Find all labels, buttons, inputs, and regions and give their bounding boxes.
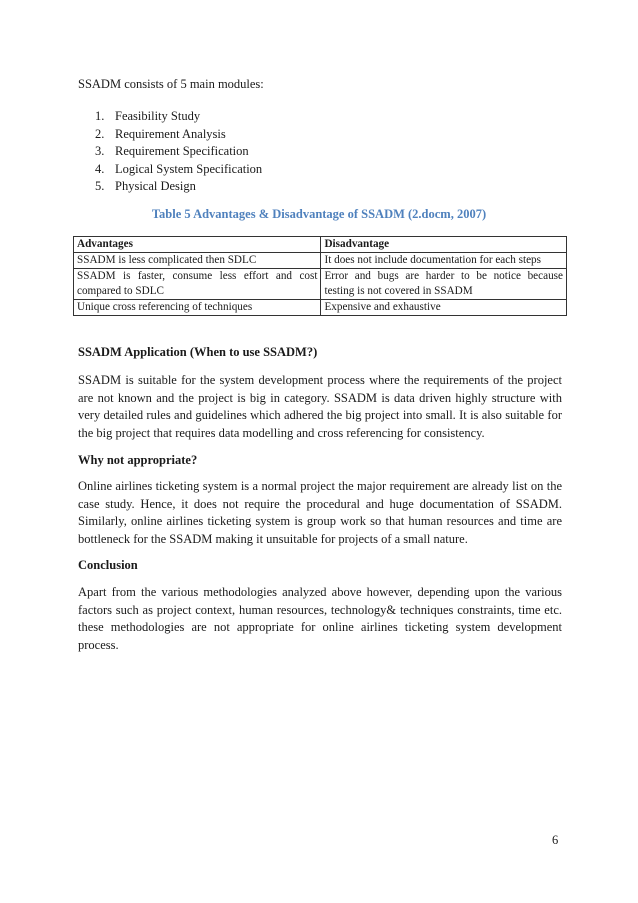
list-label: Physical Design [115,179,196,193]
list-number: 4. [95,161,105,176]
table-row [74,269,567,300]
table-cell: Expensive and exhaustive [321,300,567,316]
list-item [95,126,262,144]
list-number: 2. [95,126,105,141]
section-heading-application: SSADM Application (When to use SSADM?) [78,345,318,359]
list-number: 3. [95,144,105,158]
advantages-table [73,236,567,316]
table-cell: SSADM is faster, consume less effort and cost compared to SDLC [74,269,321,300]
list-item [95,143,262,161]
header-advantages: Advantages [74,237,321,253]
list-label: Requirement Specification [115,144,249,158]
list-label: Feasibility Study [115,109,201,123]
section-body-application: SSADM is suitable for the system development process where the requirements of the project are not known and the project is big in category. SSADM is data driven highly structure with very detailed rules and guidelines which adhered the big project into small. It is also suitable for the big project that requires data modelling and cross referencing for consistency. [78,373,562,440]
list-number: 5. [95,179,105,193]
list-label: Requirement Analysis [115,126,226,141]
table-cell: It does not include documentation for each steps [321,253,567,269]
list-number: 1. [95,109,105,123]
table-row [74,300,567,316]
section-body-conclusion: Apart from the various methodologies analyzed above however, depending upon the various factors such as project context, human resources, technology& techniques constraints, time etc. these methodologies are not appropriate for online airlines ticketing system development process. [78,585,562,652]
table-cell: Unique cross referencing of techniques [74,300,321,316]
list-item [95,161,262,179]
section-heading-conclusion: Conclusion [78,558,138,572]
section-heading-why-not: Why not appropriate? [78,453,198,467]
list-label: Logical System Specification [115,161,263,176]
table-caption: Table 5 Advantages & Disadvantage of SSADM (2.docm, 2007) [151,207,487,221]
intro-text: SSADM consists of 5 main modules: [78,77,264,91]
page-number: 6 [552,833,559,847]
section-body-why-not: Online airlines ticketing system is a normal project the major requirement are already list on the case study. Hence, it does not require the procedural and huge documentation of SSADM. Similarly, online airlines ticketing system is group work so that human resources and time are bottleneck for the SSADM making it unsuitable for projects of a small nature. [78,479,562,546]
table-row [74,253,567,269]
table-cell: Error and bugs are harder to be notice because testing is not covered in SSADM [321,269,567,300]
table-cell: SSADM is less complicated then SDLC [74,253,321,269]
list-item [95,178,262,196]
table-header-row [74,237,567,253]
module-list [95,108,262,196]
header-disadvantage: Disadvantage [321,237,567,253]
list-item [95,108,262,126]
